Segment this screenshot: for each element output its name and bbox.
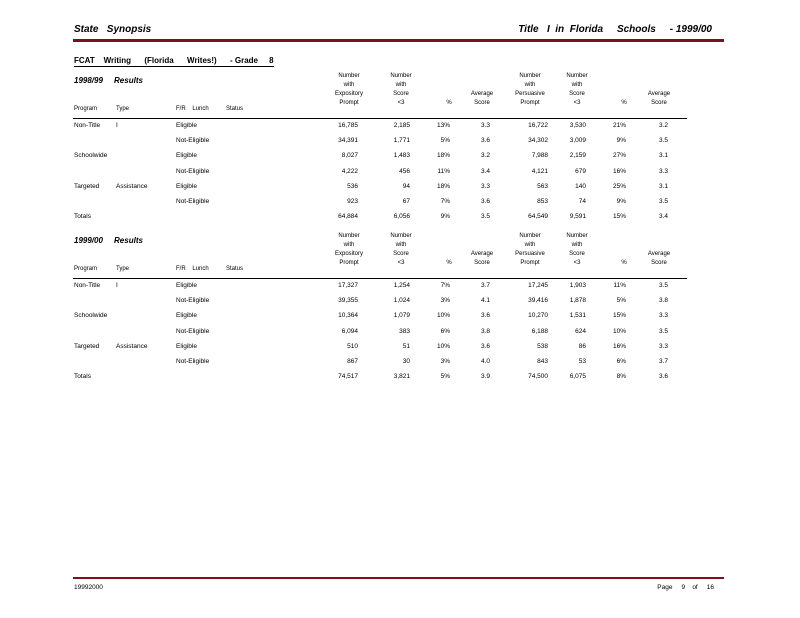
table-cell: 3.4: [658, 213, 668, 221]
row-program: Totals: [74, 373, 91, 381]
column-header: [321, 232, 377, 268]
table-cell: 3.7: [658, 358, 668, 365]
table-cell: 7%: [440, 198, 450, 205]
table-cell: 3.5: [658, 198, 668, 205]
column-header-line: Prompt: [520, 100, 540, 106]
column-header-line: Score: [651, 100, 667, 106]
table-cell: 16%: [612, 342, 626, 350]
table-cell: 6,056: [393, 213, 410, 221]
table-cell: 17,245: [528, 282, 548, 289]
table-cell: 16%: [612, 167, 626, 175]
table-cell: 10%: [436, 342, 450, 350]
row-fr-lunch: Eligible: [176, 342, 197, 350]
column-header-line: with: [395, 242, 407, 248]
row-fr-lunch: Not-Eligible: [176, 358, 210, 365]
column-header-line: Number: [390, 233, 412, 239]
row-type: I: [116, 122, 118, 129]
table-cell: 140: [575, 182, 586, 190]
column-header: [631, 90, 687, 108]
table-cell: 34,391: [338, 137, 358, 145]
table-cell: 3.5: [658, 137, 668, 145]
table-cell: 13%: [436, 122, 450, 129]
row-fr-lunch: Eligible: [176, 282, 197, 289]
table-cell: 1,024: [393, 297, 410, 305]
col-label-type: Type: [116, 266, 130, 272]
row-program: Schoolwide: [74, 152, 108, 160]
row-fr-lunch: Eligible: [176, 312, 197, 320]
table-cell: 64,549: [528, 213, 548, 221]
report-context-title: Title I in Florida Schools - 1999/00: [518, 24, 712, 35]
footer-year: 19992000: [74, 584, 103, 591]
table-cell: 538: [537, 342, 548, 350]
table-cell: 3.6: [658, 373, 668, 381]
col-label-status: Status: [226, 266, 244, 272]
column-header-line: Average: [647, 251, 671, 257]
table-cell: 9%: [616, 137, 626, 145]
column-header-line: Number: [566, 73, 588, 79]
table-cell: 1,771: [393, 137, 410, 145]
column-header-line: Score: [569, 251, 585, 257]
table-cell: 5%: [440, 137, 450, 145]
column-header-line: Score: [651, 260, 667, 266]
table-cell: 9%: [440, 213, 450, 221]
row-program: Totals: [74, 213, 91, 221]
table-cell: 34,302: [528, 137, 548, 145]
column-header-line: Number: [338, 73, 360, 79]
column-header-line: Expository: [334, 251, 363, 257]
table-cell: 94: [402, 182, 410, 190]
table-cell: 1,483: [393, 152, 410, 160]
column-header-line: <3: [397, 260, 405, 266]
table-cell: 27%: [612, 152, 626, 160]
column-header-line: with: [571, 82, 583, 88]
row-program: Schoolwide: [74, 312, 108, 320]
column-header-line: with: [524, 242, 536, 248]
table-cell: 3.2: [658, 122, 668, 129]
column-header-line: %: [446, 100, 452, 106]
table-cell: 5%: [616, 297, 626, 305]
table-cell: 10,270: [528, 312, 548, 320]
column-header-line: with: [524, 82, 536, 88]
table-cell: 86: [578, 342, 586, 350]
column-header-line: with: [571, 242, 583, 248]
table-cell: 3.3: [480, 122, 490, 129]
table-cell: 6%: [616, 358, 626, 365]
row-program: Targeted: [74, 182, 100, 190]
col-label-program: Program: [74, 266, 98, 272]
table-cell: 843: [537, 358, 548, 365]
row-type: Assistance: [116, 182, 148, 190]
table-cell: 3.5: [658, 327, 668, 335]
column-header-line: Persuasive: [515, 251, 545, 257]
row-fr-lunch: Not-Eligible: [176, 297, 210, 305]
table-cell: 1,079: [393, 312, 410, 320]
table-cell: 3.8: [658, 297, 668, 305]
column-header-line: Average: [470, 91, 494, 97]
table-cell: 9%: [616, 198, 626, 205]
table-cell: 25%: [612, 182, 626, 190]
table-cell: 3.6: [480, 198, 490, 205]
table-cell: 7,988: [531, 152, 548, 160]
table-cell: 2,185: [393, 122, 410, 129]
table-cell: 867: [347, 358, 358, 365]
table-cell: 7%: [440, 282, 450, 289]
column-header-line: with: [343, 82, 355, 88]
table-cell: 3,530: [569, 122, 586, 129]
table-cell: 67: [402, 198, 410, 205]
column-header: [631, 250, 687, 268]
table-cell: 11%: [613, 282, 626, 289]
table-cell: 6,188: [531, 327, 548, 335]
table-cell: 6,094: [341, 327, 358, 335]
row-fr-lunch: Eligible: [176, 152, 197, 160]
table-cell: 624: [575, 327, 586, 335]
table-cell: 3.3: [480, 182, 490, 190]
test-subtitle: FCAT Writing (Florida Writes!) - Grade 8: [74, 56, 274, 65]
table-cell: 16,722: [528, 122, 548, 129]
table-cell: 64,884: [338, 213, 358, 221]
table-cell: 18%: [436, 182, 450, 190]
table-cell: 51: [402, 342, 410, 350]
row-fr-lunch: Not-Eligible: [176, 327, 210, 335]
table-cell: 3,821: [393, 373, 410, 381]
column-header-line: Number: [338, 233, 360, 239]
table-cell: 536: [347, 182, 358, 190]
footer-rule: [73, 577, 724, 579]
column-header-line: Score: [393, 251, 409, 257]
table-cell: 4.1: [480, 297, 490, 305]
table-cell: 1,531: [569, 312, 586, 320]
table-cell: 3.9: [480, 373, 490, 381]
column-header-line: Number: [519, 73, 541, 79]
col-label-fr-lunch: F/R Lunch: [176, 106, 209, 112]
table-cell: 3.5: [658, 282, 668, 289]
section-label: 1998/99 Results: [74, 76, 143, 85]
table-cell: 3.3: [658, 342, 668, 350]
table-cell: 1,903: [569, 282, 586, 289]
table-cell: 10,364: [338, 312, 358, 320]
report-title: State Synopsis: [74, 24, 152, 35]
column-header-line: <3: [397, 100, 405, 106]
column-header-line: Score: [393, 91, 409, 97]
table-cell: 2,159: [569, 152, 586, 160]
column-header-line: Score: [569, 91, 585, 97]
row-fr-lunch: Eligible: [176, 182, 197, 190]
table-cell: 923: [347, 198, 358, 205]
table-cell: 510: [347, 342, 358, 350]
column-header-line: Prompt: [520, 260, 540, 266]
table-cell: 3.1: [658, 152, 668, 160]
column-header-line: Score: [474, 260, 490, 266]
column-header-line: Average: [470, 251, 494, 257]
table-cell: 17,327: [338, 282, 358, 289]
column-header-line: <3: [573, 100, 581, 106]
column-header-line: Number: [519, 233, 541, 239]
header-underline: [73, 278, 687, 279]
table-cell: 3.3: [658, 167, 668, 175]
table-cell: 74: [578, 198, 586, 205]
table-cell: 10%: [612, 327, 626, 335]
table-cell: 11%: [437, 167, 450, 175]
table-cell: 3.8: [480, 327, 490, 335]
table-cell: 16,785: [338, 122, 358, 129]
table-cell: 8%: [616, 373, 626, 381]
table-cell: 853: [537, 198, 548, 205]
table-cell: 9,591: [569, 213, 586, 221]
table-cell: 3.1: [658, 182, 668, 190]
section-label: 1999/00 Results: [74, 236, 143, 245]
table-cell: 3.2: [480, 152, 490, 160]
column-header-line: Number: [390, 73, 412, 79]
column-header-line: Score: [474, 100, 490, 106]
column-header-line: <3: [573, 260, 581, 266]
header-underline: [73, 118, 687, 119]
row-type: Assistance: [116, 342, 148, 350]
table-cell: 6,075: [569, 373, 586, 381]
table-cell: 6%: [440, 327, 450, 335]
row-fr-lunch: Eligible: [176, 122, 197, 129]
column-header-line: Average: [647, 91, 671, 97]
table-cell: 3.4: [480, 167, 490, 175]
table-cell: 15%: [612, 312, 626, 320]
column-header-line: with: [395, 82, 407, 88]
col-label-status: Status: [226, 106, 244, 112]
table-cell: 21%: [612, 122, 626, 129]
table-cell: 3,009: [569, 137, 586, 145]
row-type: I: [116, 282, 118, 289]
col-label-fr-lunch: F/R Lunch: [176, 266, 209, 272]
table-cell: 1,254: [393, 282, 410, 289]
page-number: Page 9 of 16: [657, 584, 714, 591]
table-cell: 3.6: [480, 137, 490, 145]
column-header-line: Expository: [334, 91, 363, 97]
table-cell: 563: [537, 182, 548, 190]
col-label-type: Type: [116, 106, 130, 112]
table-cell: 3%: [440, 297, 450, 305]
table-cell: 10%: [436, 312, 450, 320]
table-cell: 3.3: [658, 312, 668, 320]
table-cell: 5%: [440, 373, 450, 381]
table-cell: 679: [575, 167, 586, 175]
row-program: Targeted: [74, 342, 100, 350]
table-cell: 456: [399, 167, 410, 175]
table-cell: 3%: [440, 358, 450, 365]
row-fr-lunch: Not-Eligible: [176, 167, 210, 175]
column-header-line: %: [446, 260, 452, 266]
table-cell: 53: [578, 358, 586, 365]
column-header-line: %: [621, 260, 627, 266]
row-fr-lunch: Not-Eligible: [176, 198, 210, 205]
table-cell: 4.0: [480, 358, 490, 365]
table-cell: 74,500: [528, 373, 548, 381]
table-cell: 383: [399, 327, 410, 335]
table-cell: 8,027: [341, 152, 358, 160]
table-cell: 30: [402, 358, 410, 365]
row-fr-lunch: Not-Eligible: [176, 137, 210, 145]
table-cell: 1,878: [569, 297, 586, 305]
column-header-line: Prompt: [339, 260, 359, 266]
table-cell: 74,517: [338, 373, 358, 381]
column-header-line: Persuasive: [515, 91, 545, 97]
col-label-program: Program: [74, 106, 98, 112]
row-program: Non-Title: [74, 122, 101, 129]
column-header-line: Number: [566, 233, 588, 239]
column-header: [321, 72, 377, 108]
table-cell: 39,355: [338, 297, 358, 305]
table-cell: 3.7: [480, 282, 490, 289]
table-cell: 4,121: [531, 167, 548, 175]
table-cell: 39,416: [528, 297, 548, 305]
row-program: Non-Title: [74, 282, 101, 289]
column-header-line: with: [343, 242, 355, 248]
table-cell: 4,222: [341, 167, 358, 175]
table-cell: 3.6: [480, 342, 490, 350]
table-cell: 3.5: [480, 213, 490, 221]
table-cell: 18%: [436, 152, 450, 160]
header-rule: [73, 39, 724, 42]
table-cell: 3.6: [480, 312, 490, 320]
column-header-line: Prompt: [339, 100, 359, 106]
column-header-line: %: [621, 100, 627, 106]
table-cell: 15%: [612, 213, 626, 221]
